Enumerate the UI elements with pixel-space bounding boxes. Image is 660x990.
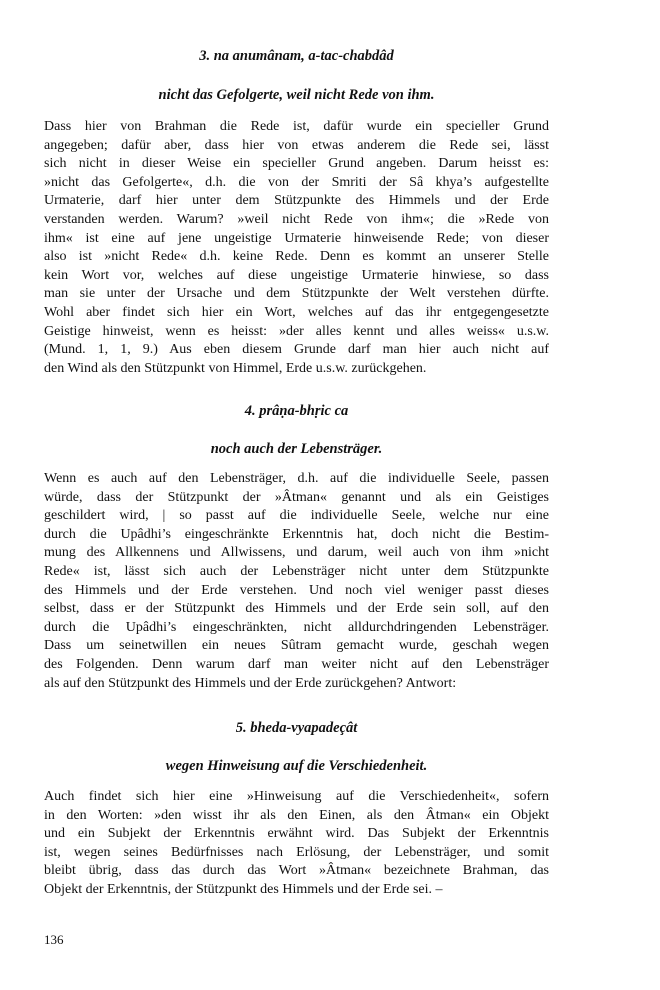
sutra-heading-4: 4. prâṇa-bhṛic ca (244, 403, 349, 419)
text-line: Geistige hinweist, wenn es heisst: »der alles kennt und alles weiss« u.s.w. (44, 323, 549, 339)
text-line: bleibt übrig, dass das durch das Wort »Âtman« bezeichnete Brahman, das (44, 863, 549, 879)
text-line: geschildert wird, | so passt auf die individuelle Seele, welche nur eine (44, 508, 549, 524)
text-line: ist, wegen seines Bedürfnisses nach Erlösung, der Lebensträger, und somit (44, 844, 549, 860)
sutra-translation-5: wegen Hinweisung auf die Verschiedenheit. (165, 758, 428, 774)
text-line: also ist »nicht Rede« d.h. keine Rede. Denn es kommt an unserer Stelle (44, 249, 549, 265)
text-line: Dass um seinetwillen ein neues Sûtram gemacht wurde, geschah wegen (44, 638, 549, 654)
text-line: den Wind als den Stützpunkt von Himmel, Erde u.s.w. zurückgehen. (44, 360, 427, 376)
paragraph-4 (44, 470, 549, 693)
text-line: Wenn es auch auf den Lebensträger, d.h. auf die individuelle Seele, passen (44, 471, 549, 486)
text-line: des Folgenden. Denn warum darf man weiter nicht auf den Lebensträger (44, 656, 549, 672)
sutra-translation-3: nicht das Gefolgerte, weil nicht Rede von ihm. (158, 87, 435, 103)
text-line: Auch findet sich hier eine »Hinweisung auf die Verschiedenheit«, sofern (44, 789, 549, 804)
text-line: des Himmels und der Erde verstehen. Und noch viel weniger passt dieses (44, 582, 549, 598)
sutra-translation-4: noch auch der Lebensträger. (210, 441, 383, 457)
text-line: kein Wort vor, welches auf diese ungeistige Urmaterie hinwiese, so dass (44, 267, 549, 283)
text-line: in den Worten: »den wisst ihr als den Einen, als den Âtman« ein Objekt (44, 807, 549, 823)
text-line: »nicht das Gefolgerte«, d.h. die von der Smriti der Sâ khya’s aufgestellte (44, 174, 549, 190)
paragraph-3 (44, 118, 549, 378)
text-line: durch die Upâdhi’s eingeschränkten, nicht alldurchdringenden Lebensträger. (44, 619, 549, 635)
text-line: Urmaterie, darf hier unter dem Stützpunkte des Himmels und der Erde (44, 193, 549, 209)
text-line: verstanden werden. Warum? »weil nicht Rede von ihm«; die »Rede von (44, 211, 549, 227)
sutra-heading-5: 5. bheda-vyapadeçât (235, 720, 358, 736)
text-line: mung des Allkennens und Allwissens, und darum, weil auch von ihm »nicht (44, 545, 549, 561)
sutra-heading-3: 3. na anumânam, a-tac-chabdâd (199, 48, 394, 64)
paragraph-5 (44, 788, 549, 900)
text-line: angegeben; dafür aber, dass hier von etwas anderem die Rede sei, lässt (44, 137, 549, 153)
text-line: und ein Subjekt der Erkenntnis erwähnt wird. Das Subjekt der Erkenntnis (44, 826, 549, 842)
text-line: durch die Upâdhi’s eingeschränkte Erkenntnis hat, doch nicht die Bestim- (44, 526, 549, 542)
page-number: 136 (44, 932, 64, 947)
text-line: (Mund. 1, 1, 9.) Aus eben diesem Grunde darf man hier auch nicht auf (44, 342, 549, 358)
text-line: man sie unter der Ursache und dem Stützpunkte der Welt verstehen dürfte. (44, 286, 549, 302)
text-line: würde, dass der Stützpunkt der »Âtman« genannt und als ein Geistiges (44, 489, 549, 505)
text-line: Rede« ist, lässt sich auch der Lebensträger nicht unter dem Stützpunkte (44, 563, 549, 579)
text-line: selbst, dass er der Stützpunkt des Himmels und der Erde sein soll, auf den (44, 601, 549, 617)
text-line: Dass hier von Brahman die Rede ist, dafür wurde ein specieller Grund (44, 119, 549, 134)
text-line: als auf den Stützpunkt des Himmels und der Erde zurückgehen? Antwort: (44, 675, 457, 691)
text-line: ihm« ist eine auf jene ungeistige Urmaterie hinweisende Rede; von dieser (44, 230, 549, 246)
text-line: Objekt der Erkenntnis, der Stützpunkt des Himmels und der Erde sei. – (44, 881, 443, 897)
text-line: sich nicht in dieser Weise ein specieller Grund angeben. Darum heisst es: (44, 156, 549, 172)
text-line: Wohl aber findet sich hier ein Wort, welches auf das ihr entgegengesetzte (44, 304, 549, 320)
